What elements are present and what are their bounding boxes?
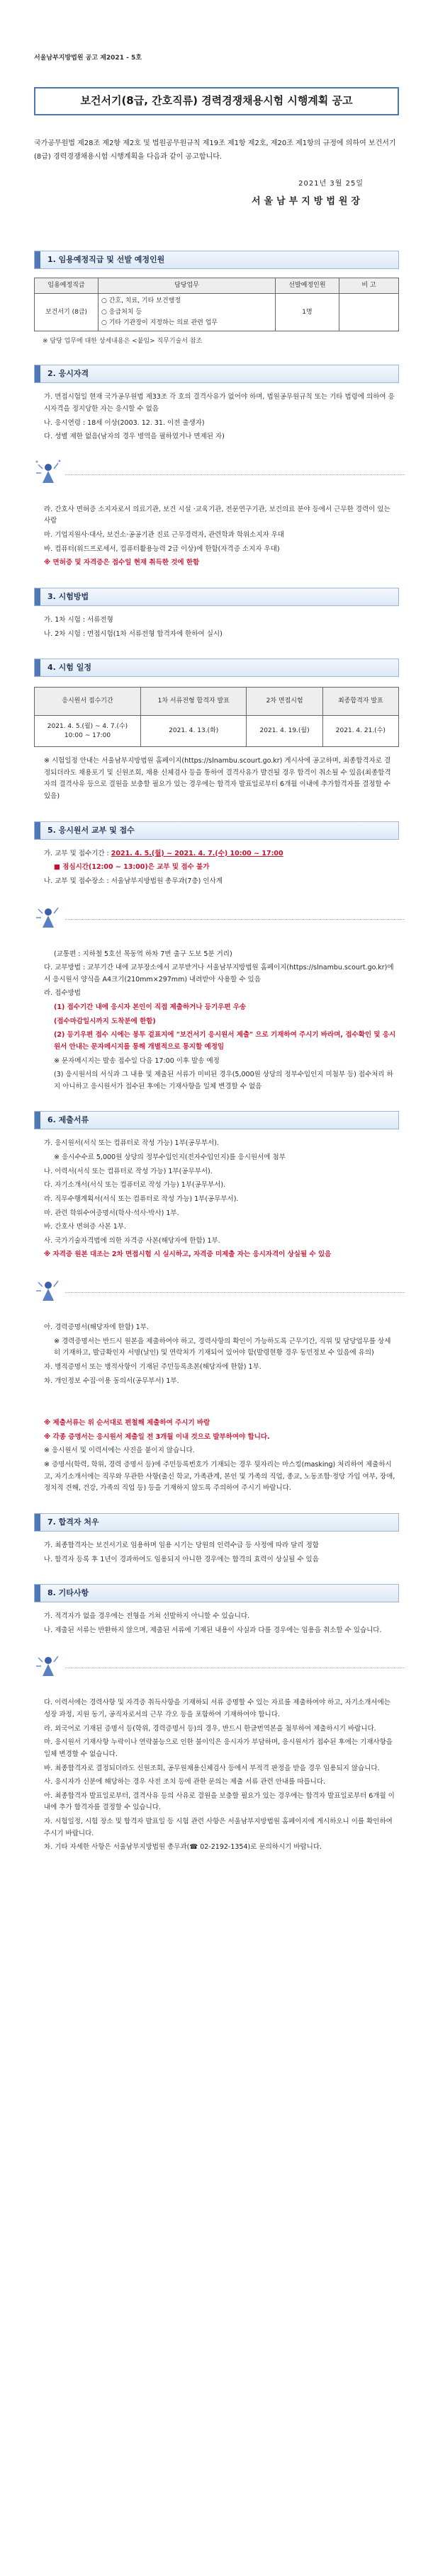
divider — [65, 1292, 405, 1293]
section-bar — [35, 822, 40, 839]
list-item: 라. 접수방법 — [44, 989, 81, 998]
section-title: 7. 합격자 처우 — [47, 1517, 99, 1527]
license-warning: ※ 면허증 및 자격증은 접수일 현재 취득한 것에 한함 — [44, 559, 200, 567]
list-item: 라. 외국어로 기재된 증명서 등(학위, 경력증명서 등)의 경우, 반드시 한글번역본을 첨부하여 제출하시기 바랍니다. — [44, 1724, 376, 1733]
list-item: 바. 간호사 면허증 사본 1부. — [44, 1223, 126, 1231]
eligibility-list — [44, 392, 396, 443]
list-item: 사. 응시자가 신분에 해당하는 경우 사전 조치 등에 관한 문의는 제출 서류 관련 안내를 따릅니다. — [44, 1778, 326, 1786]
list-item: 마. 기업지원사·대사, 보건소·공공기관 진료 근무경력자, 관련학과 학위소지자 우대 — [44, 531, 285, 540]
notice-date: 2021년 3월 25일 — [298, 180, 364, 188]
period-value: 2021. 4. 5.(월) ~ 2021. 4. 7.(수) 10:00 ~ 17:00 — [111, 849, 283, 857]
list-item: 자. 병적증명서 또는 병적사항이 기재된 주민등록초본(해당자에 한함) 1부. — [44, 1362, 262, 1371]
list-item: ※ 증명서(학력, 학위, 경력 증명서 등)에 주민등록번호가 기재되는 경우 뒷자리는 마스킹(masking) 처리하여 제출하시고, 자기소개서에는 직무와 무관한 사항(출신 학교, 가족관계, 본인 및 가족의 직업, 종교, 노동조합·정당 가입 여부, 장애, 정치적 견해, 건강, 가족의 직업 등) 등을 기재하지 않도록 주의하여 주시기 바랍니다. — [44, 1461, 395, 1493]
list-item: 사. 국가기술자격법에 의한 자격증 사본(해당자에 한함) 1부. — [44, 1236, 220, 1245]
title-box — [34, 87, 399, 115]
section-title: 2. 응시자격 — [47, 369, 89, 379]
eligibility-list-2 — [44, 504, 396, 569]
application-list — [44, 848, 396, 888]
section-title: 4. 시험 일정 — [47, 663, 91, 673]
list-item: ※ 응시원서 및 이력서에는 사진을 붙이지 않습니다. — [44, 1447, 195, 1455]
issuing-org: 서울남부지방법원장 — [251, 195, 364, 207]
duty-item: ○ 간호, 치료, 기타 보건행정 — [101, 297, 181, 305]
table-header: 임용예정직급 — [35, 278, 99, 294]
method-list — [44, 615, 396, 640]
section-bar — [35, 365, 40, 382]
decoration — [28, 453, 405, 496]
section-bar — [35, 251, 40, 268]
table-header: 1차 서류전형 합격자 발표 — [141, 688, 247, 716]
decoration — [28, 1646, 405, 1689]
duties-cell — [99, 294, 276, 331]
directions: (교통편 : 지하철 5호선 목동역 하차 7번 출구 도보 5분 거리) — [54, 950, 232, 958]
table-header: 담당업무 — [99, 278, 276, 294]
duties-note: ※ 담당 업무에 대한 상세내용은 <붙임> 직무기술서 참조 — [43, 338, 203, 346]
fairy-icon — [33, 1651, 64, 1682]
list-item: 라. 간호사 면허증 소지자로서 의료기관, 보건 시설 ·교육기관, 전문연구기관, 보건의료 분야 등에서 근무한 경력이 있는 사람 — [44, 505, 390, 525]
table-cell: 2021. 4. 21.(수) — [322, 716, 398, 747]
table-header: 선발예정인원 — [276, 278, 339, 294]
list-item: 차. 개인정보 수집·이용 동의서(공무부서) 1부. — [44, 1377, 179, 1385]
section-title: 3. 시험방법 — [47, 591, 89, 601]
divider — [65, 919, 405, 920]
table-header: 최종합격자 발표 — [322, 688, 398, 716]
position-table — [34, 278, 399, 331]
list-item: 다. 자기소개서(서식 또는 컴퓨터로 작성 가능) 1부(공무부서). — [44, 1181, 226, 1190]
list-item — [44, 848, 396, 860]
list-item: ※ 시험일정 안내는 서울남부지방법원 홈페이지(https://slnambu.scourt.go.kr) 게시사에 공고하며, 최종합격자로 결정되더라도 채용포기 및 신원조회, 채용 신체검사 등을 통하여 결격사유가 발견될 경우 합격이 취소될 수 있음(최종합격자의 결격사유 등으로 결원을 보충할 필요가 있는 경우에는 합격자 발표일로부터 6개월 이내에 추가합격자를 결정할 수 있음) — [44, 757, 391, 801]
list-item: 나. 합격자 등록 후 1년이 경과하여도 임용되지 아니한 경우에는 합격의 효력이 상실될 수 있음 — [44, 1555, 319, 1563]
method-item: (1) 접수기간 내에 응시자 본인이 직접 제출하거나 등기우편 우송 — [54, 1003, 247, 1012]
section-header-6 — [34, 1111, 399, 1129]
section-header-7 — [34, 1513, 399, 1532]
misc-list-2 — [44, 1697, 396, 1854]
notice-number: 서울남부지방법원 공고 제2021 - 5호 — [34, 55, 142, 62]
intro-text: 국가공무원법 제28조 제2항 제2호 및 법원공무원규칙 제19조 제1항 제2호, 제20조 제1항의 규정에 의하여 보건서기(8급) 경력경쟁채용시험 시행계획을 다음과 같이 공고합니다. — [34, 139, 396, 161]
method-note: ※ 문자메시지는 발송 접수일 다음 17:00 이후 발송 예정 — [54, 1056, 220, 1065]
list-item: 자. 시험일정, 시험 장소 및 합격자 발표일 등 시험 관련 사항은 서울남부지방법원 홈페이지에 게시하오니 이를 확인하여 주시기 바랍니다. — [44, 1818, 393, 1837]
section-bar — [35, 588, 40, 605]
list-item: 차. 기타 자세한 사항은 서울남부지방법원 총무과(☎ 02-2192-1354)로 문의하시기 바랍니다. — [44, 1843, 322, 1852]
list-item: 바. 컴퓨터(워드프로세서, 컴퓨터활용능력 2급 이상)에 한함(자격증 소지자 우대) — [44, 545, 280, 553]
documents-warning: ※ 제출서류는 위 순서대로 편철해 제출하여 주시기 바람 — [44, 1419, 210, 1427]
list-item: 라. 직무수행계획서(서식 또는 컴퓨터로 작성 가능) 1부(공무부서). — [44, 1195, 239, 1203]
fairy-icon — [33, 902, 64, 933]
section-title: 1. 임용예정직급 및 선발 예정인원 — [47, 255, 165, 265]
list-item: 마. 응시원서 기재사항 누락이나 연락불능으로 인한 불이익은 응시자가 부담하며, 응시원서가 접수된 후에는 기재사항을 일체 변경할 수 없습니다. — [44, 1738, 393, 1758]
list-item: 나. 2차 시험 : 면접시험(1차 서류전형 합격자에 한하여 실시) — [44, 629, 223, 638]
section-bar — [35, 1514, 40, 1531]
treatment-list — [44, 1540, 396, 1566]
divider — [65, 474, 405, 475]
list-item: 다. 이력서에는 경력사항 및 자격증 취득사항을 기재하되 서류 증명할 수 있는 자료를 제출하여야 하고, 자기소개서에는 성장 과정, 지원 동기, 공직자로서의 근무 각오 등을 포함하여 기재하여야 합니다. — [44, 1699, 390, 1719]
section-bar — [35, 1112, 40, 1129]
list-item: ※ 응시수수료 5,000원 상당의 정부수입인지(전자수입인지)를 응시원서에 첨부 — [54, 1153, 286, 1162]
duty-item: ○ 응급처치 등 — [101, 308, 142, 316]
period-label: 가. 교부 및 접수기간 : — [44, 849, 109, 857]
remark-cell — [339, 294, 399, 331]
list-item: 다. 교부방법 : 교부기간 내에 교부장소에서 교부받거나 서울남부지방법원 홈페이지(https://slnambu.scourt.go.kr)에서 응시원서 양식을 A4크기(210mm×297mm) 내려받아 사용할 수 있음 — [44, 964, 394, 984]
method-item: (접수마감일시까지 도착분에 한함) — [54, 1017, 156, 1025]
method-item: (2) 등기우편 접수 시에는 봉투 겉표지에 "보건서기 응시원서 제출" 으로 기재하여 주시기 바라며, 접수확인 및 응시원서 안내는 문자메시지를 통해 개별적으로 통지할 예정임 — [54, 1031, 396, 1051]
list-item: 가. 최종합격자는 보건서기로 임용하며 임용 시기는 당원의 인력수급 등 사정에 따라 달리 정함 — [44, 1541, 319, 1549]
grade-cell: 보건서기 (8급) — [35, 294, 99, 331]
list-item: 아. 최종합격자 발표일로부터, 결격사유 등의 사유로 결원을 보충할 필요가 있는 경우에는 합격자 발표일로부터 6개월 이내에 추가 합격자를 결정할 수 있습니다. — [44, 1791, 395, 1812]
list-item: 가. 1차 시험 : 서류전형 — [44, 615, 113, 624]
table-cell: 2021. 4. 19.(월) — [247, 716, 322, 747]
lunch-note: ■ 점심시간(12:00 ~ 13:00)은 교부 및 접수 불가 — [54, 863, 210, 872]
list-item: 나. 이력서(서식 또는 컴퓨터로 작성 가능) 1부(공무부서). — [44, 1167, 213, 1175]
documents-warning: ※ 자격증 원본 대조는 2차 면접시험 시 실시하고, 자격증 미제출 자는 응시자격이 상실될 수 있음 — [44, 1250, 332, 1259]
list-item: 가. 응시원서(서식 또는 컴퓨터로 작성 가능) 1부(공무부서). — [44, 1139, 219, 1148]
list-item: 가. 적격자가 없을 경우에는 전형을 거쳐 선발하지 아니할 수 있습니다. — [44, 1612, 250, 1621]
list-item: 바. 최종합격자로 결정되더라도 신원조회, 공무원채용신체검사 등에서 부적격 판정을 받을 경우 임용되지 않습니다. — [44, 1764, 380, 1772]
list-item: 아. 경력증명서(해당자에 한함) 1부. — [44, 1323, 149, 1332]
section-header-1 — [34, 251, 399, 269]
application-list-2 — [44, 949, 396, 1093]
documents-warning: ※ 각종 증명서는 응시원서 제출일 전 3개월 이내 것으로 발부하여야 합니다. — [44, 1432, 270, 1441]
table-cell: 2021. 4. 13.(화) — [141, 716, 247, 747]
method-item: (3) 응시원서의 서식과 그 내용 및 제출된 서류가 미비된 경우(5,000원 상당의 정부수입인지 미첨부 등) 접수처리 하지 아니하고 응시원서가 접수된 후에는 기재사항을 일체 변경할 수 없음 — [54, 1071, 393, 1090]
section-title: 6. 제출서류 — [47, 1115, 89, 1125]
list-item: 나. 교부 및 접수장소 : 서울남부지방법원 총무과(7층) 인사계 — [44, 877, 223, 885]
list-item: 나. 응시연령 : 18세 이상(2003. 12. 31. 이전 출생자) — [44, 418, 205, 427]
fairy-icon — [33, 1275, 64, 1306]
section-header-4 — [34, 659, 399, 677]
page-title: 보건서기(8급, 간호직류) 경력경쟁채용시험 시행계획 공고 — [80, 94, 353, 108]
list-item: 다. 성별 제한 없음(남자의 경우 병역을 필하였거나 면제된 자) — [44, 433, 225, 441]
table-header: 비 고 — [339, 278, 399, 294]
list-item: 가. 면접시험일 현재 국가공무원법 제33조 각 호의 결격사유가 없어야 하며, 법원공무원규칙 또는 기타 법령에 의하여 응시자격을 정지당한 자는 응시할 수 없음 — [44, 393, 395, 413]
list-item: ※ 경력증명서는 반드시 원본을 제출하여야 하고, 경력사항의 확인이 가능하도록 근무기간, 직위 및 담당업무를 상세히 기재하고, 발급확인자 서명(날인) 및 연락처가 기재되어 있어야 함(발령현황 경우 동민정보 수 있음에 유의) — [54, 1337, 391, 1357]
table-cell: 2021. 4. 5.(월) ~ 4. 7.(수) 10:00 ~ 17:00 — [35, 716, 141, 747]
schedule-notes — [44, 756, 396, 803]
section-bar — [35, 659, 40, 676]
schedule-table — [34, 687, 399, 747]
section-header-3 — [34, 588, 399, 606]
list-item: 마. 관련 학위수여증명서(학사·석사·박사) 1부. — [44, 1209, 179, 1217]
fairy-icon — [33, 457, 64, 489]
count-cell: 1명 — [276, 294, 339, 331]
list-item: 나. 제출된 서류는 반환하지 않으며, 제출된 서류에 기재된 내용이 사실과 다를 경우에는 임용을 취소할 수 있습니다. — [44, 1626, 382, 1634]
misc-list — [44, 1611, 396, 1636]
table-header: 2차 면접시험 — [247, 688, 322, 716]
section-header-5 — [34, 821, 399, 840]
decoration — [28, 898, 405, 940]
section-header-8 — [34, 1584, 399, 1602]
section-bar — [35, 1585, 40, 1602]
section-header-2 — [34, 365, 399, 383]
documents-list-2 — [44, 1322, 396, 1495]
section-title: 5. 응시원서 교부 및 접수 — [47, 825, 135, 835]
table-header: 응시원서 접수기간 — [35, 688, 141, 716]
section-title: 8. 기타사항 — [47, 1588, 89, 1598]
duty-item: ○ 기타 기관장이 지정하는 의료 관련 업무 — [101, 319, 218, 326]
decoration — [28, 1271, 405, 1313]
documents-list — [44, 1138, 396, 1261]
